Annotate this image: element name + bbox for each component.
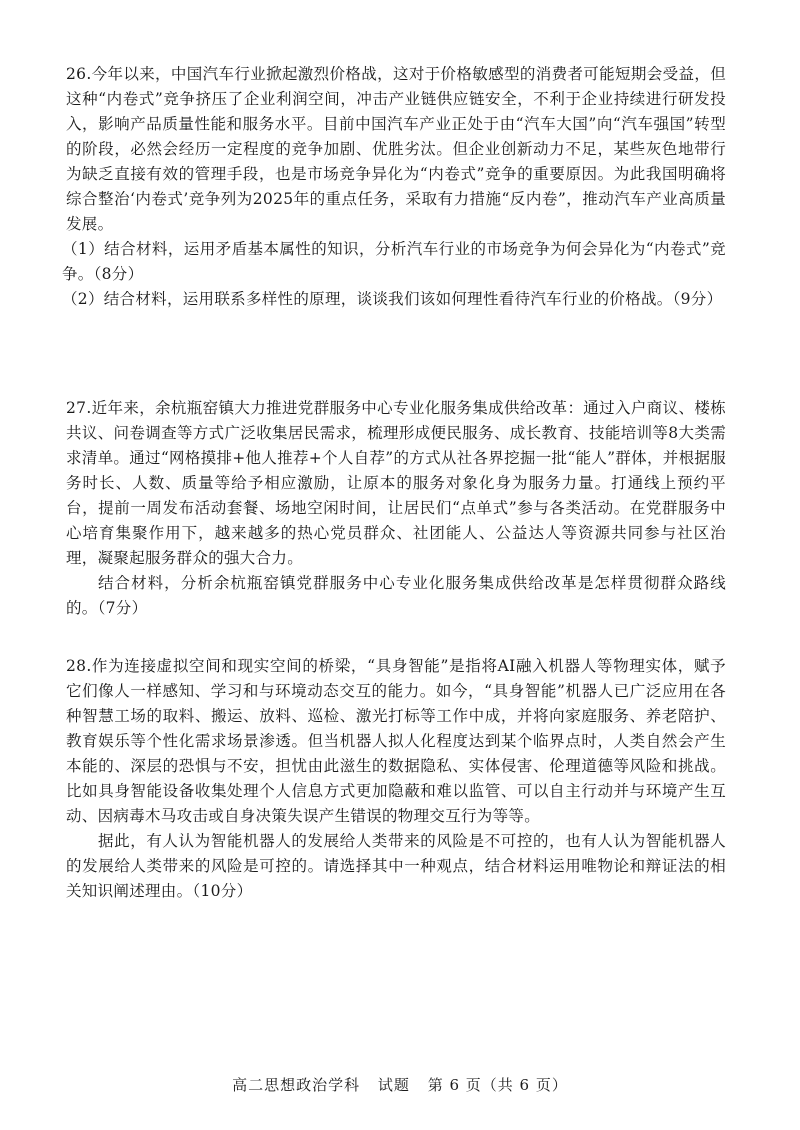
question-26-material <box>66 62 726 237</box>
footer-type: 试题 <box>377 1076 410 1094</box>
question-28-task: 据此，有人认为智能机器人的发展给人类带来的风险是不可控的，也有人认为智能机器人的发展给人类带来的风险是可控的。请选择其中一种观点，结合材料运用唯物论和辩证法的相关知识阐述理由。（10分） <box>66 832 726 900</box>
question-26-sub-1: （1）结合材料，运用矛盾基本属性的知识，分析汽车行业的市场竞争为何会异化为“内卷式”竞争。（8分） <box>62 240 726 283</box>
question-28 <box>66 654 726 904</box>
footer-page-number: 第 6 页（共 6 页） <box>427 1076 568 1094</box>
question-26 <box>62 62 726 312</box>
question-27 <box>66 396 726 621</box>
question-27-stem: 27.近年来，余杭瓶窑镇大力推进党群服务中心专业化服务集成供给改革：通过入户商议、楼栋共议、问卷调查等方式广泛收集居民需求，梳理形成便民服务、成长教育、技能培训等8大类需求清单。通过“网格摸排+他人推荐+个人自荐”的方式从社各界挖掘一批“能人”群体，并根据服务时长、人数、质量等给予相应激励，让原本的服务对象化身为服务力量。打通线上预约平台，提前一周发布活动套餐、场地空闲时间，让居民们“点单式”参与各类活动。在党群服务中心培育集聚作用下，越来越多的热心党员群众、社团能人、公益达人等资源共同参与社区治理，凝聚起服务群众的强大合力。 <box>66 399 726 567</box>
question-26-stem: 26.今年以来，中国汽车行业掀起激烈价格战，这对于价格敏感型的消费者可能短期会受益，但这种“内卷式”竞争挤压了企业利润空间，冲击产业链供应链安全，不利于企业持续进行研发投入，影响产品质量性能和服务水平。目前中国汽车产业正处于由“汽车大国”向“汽车强国”转型的阶段，必然会经历一定程度的竞争加剧、优胜劣汰。但企业创新动力不足，某些灰色地带行为缺乏直接有效的管理手段，也是市场竞争异化为“内卷式”竞争的重要原因。为此我国明确将综合整治‘内卷式’竞争列为2025年的重点任务，采取有力措施“反内卷”，推动汽车产业高质量发展。 <box>66 65 726 233</box>
footer-subject: 高二思想政治学科 <box>232 1076 361 1094</box>
question-28-stem: 28.作为连接虚拟空间和现实空间的桥梁，“具身智能”是指将AI融入机器人等物理实体，赋予它们像人一样感知、学习和与环境动态交互的能力。如今，“具身智能”机器人已广泛应用在各种智慧工场的取料、搬运、放料、巡检、激光打标等工作中成，并将向家庭服务、养老陪护、教育娱乐等个性化需求场景渗透。但当机器人拟人化程度达到某个临界点时，人类自然会产生本能的、深层的恐惧与不安，担忧由此滋生的数据隐私、实体侵害、伦理道德等风险和挑战。比如具身智能设备收集处理个人信息方式更加隐蔽和难以监管、可以自主行动并与环境产生互动、因病毒木马攻击或自身决策失误产生错误的物理交互行为等等。 <box>66 657 726 825</box>
question-27-task: 结合材料，分析余杭瓶窑镇党群服务中心专业化服务集成供给改革是怎样贯彻群众路线的。（7分） <box>66 574 726 617</box>
question-28-material <box>66 654 726 904</box>
question-26-sub-2: （2）结合材料，运用联系多样性的原理，谈谈我们该如何理性看待汽车行业的价格战。（9分） <box>62 290 723 308</box>
page-footer <box>0 1074 800 1095</box>
question-27-material <box>66 396 726 621</box>
